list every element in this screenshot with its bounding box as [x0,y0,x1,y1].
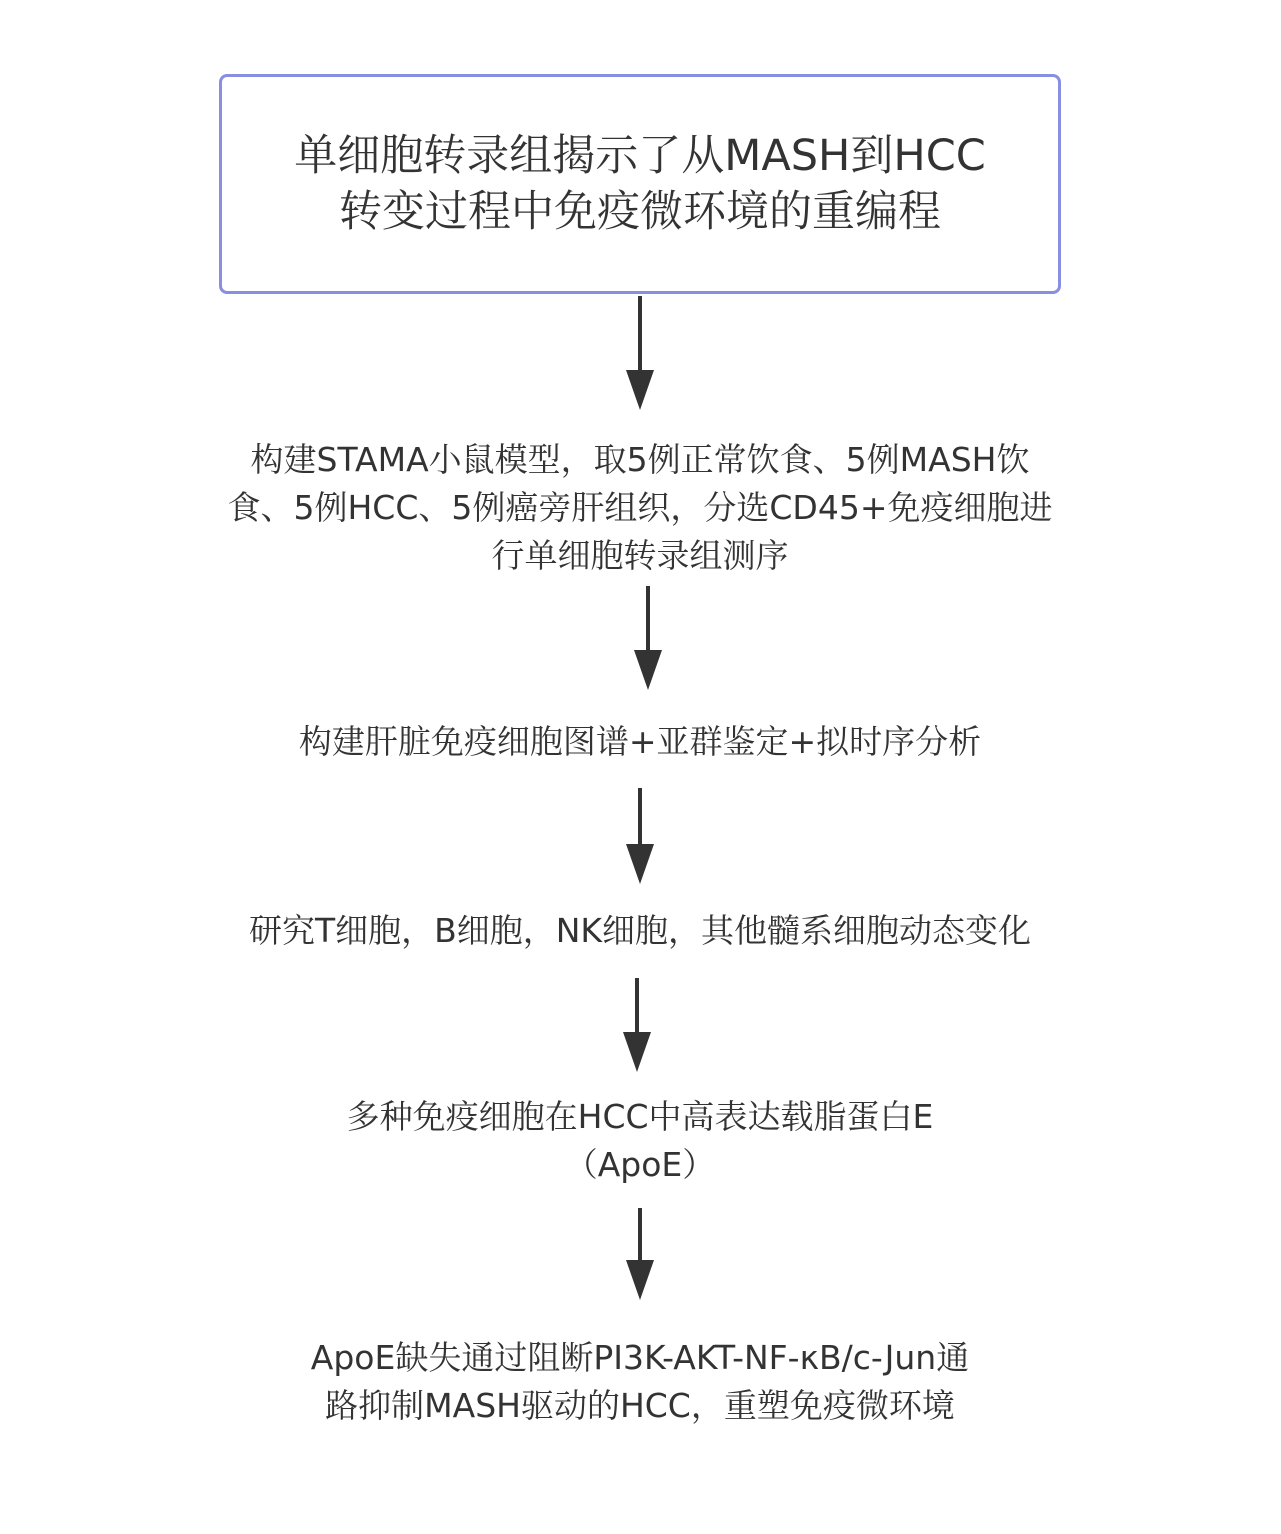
arrow-4-head [623,1032,651,1072]
arrow-2-head [634,650,662,690]
step-2-text: 构建肝脏免疫细胞图谱+亚群鉴定+拟时序分析 [298,722,982,761]
step-4-text: 多种免疫细胞在HCC中高表达载脂蛋白E （ApoE） [346,1097,934,1184]
arrow-5-head [626,1260,654,1300]
arrow-1-head [626,370,654,410]
arrow-3-head [626,844,654,884]
step-1-text: 构建STAMA小鼠模型，取5例正常饮食、5例MASH饮 食、5例HCC、5例癌旁肝组织，分选CD45+免疫细胞进 行单细胞转录组测序 [227,440,1053,575]
step-3-text: 研究T细胞，B细胞，NK细胞，其他髓系细胞动态变化 [248,911,1032,950]
step-5-text: ApoE缺失通过阻断PI3K-AKT-NF-κB/c-Jun通 路抑制MASH驱动的HCC，重塑免疫微环境 [310,1338,970,1425]
diagram-title: 单细胞转录组揭示了从MASH到HCC 转变过程中免疫微环境的重编程 [294,131,986,237]
